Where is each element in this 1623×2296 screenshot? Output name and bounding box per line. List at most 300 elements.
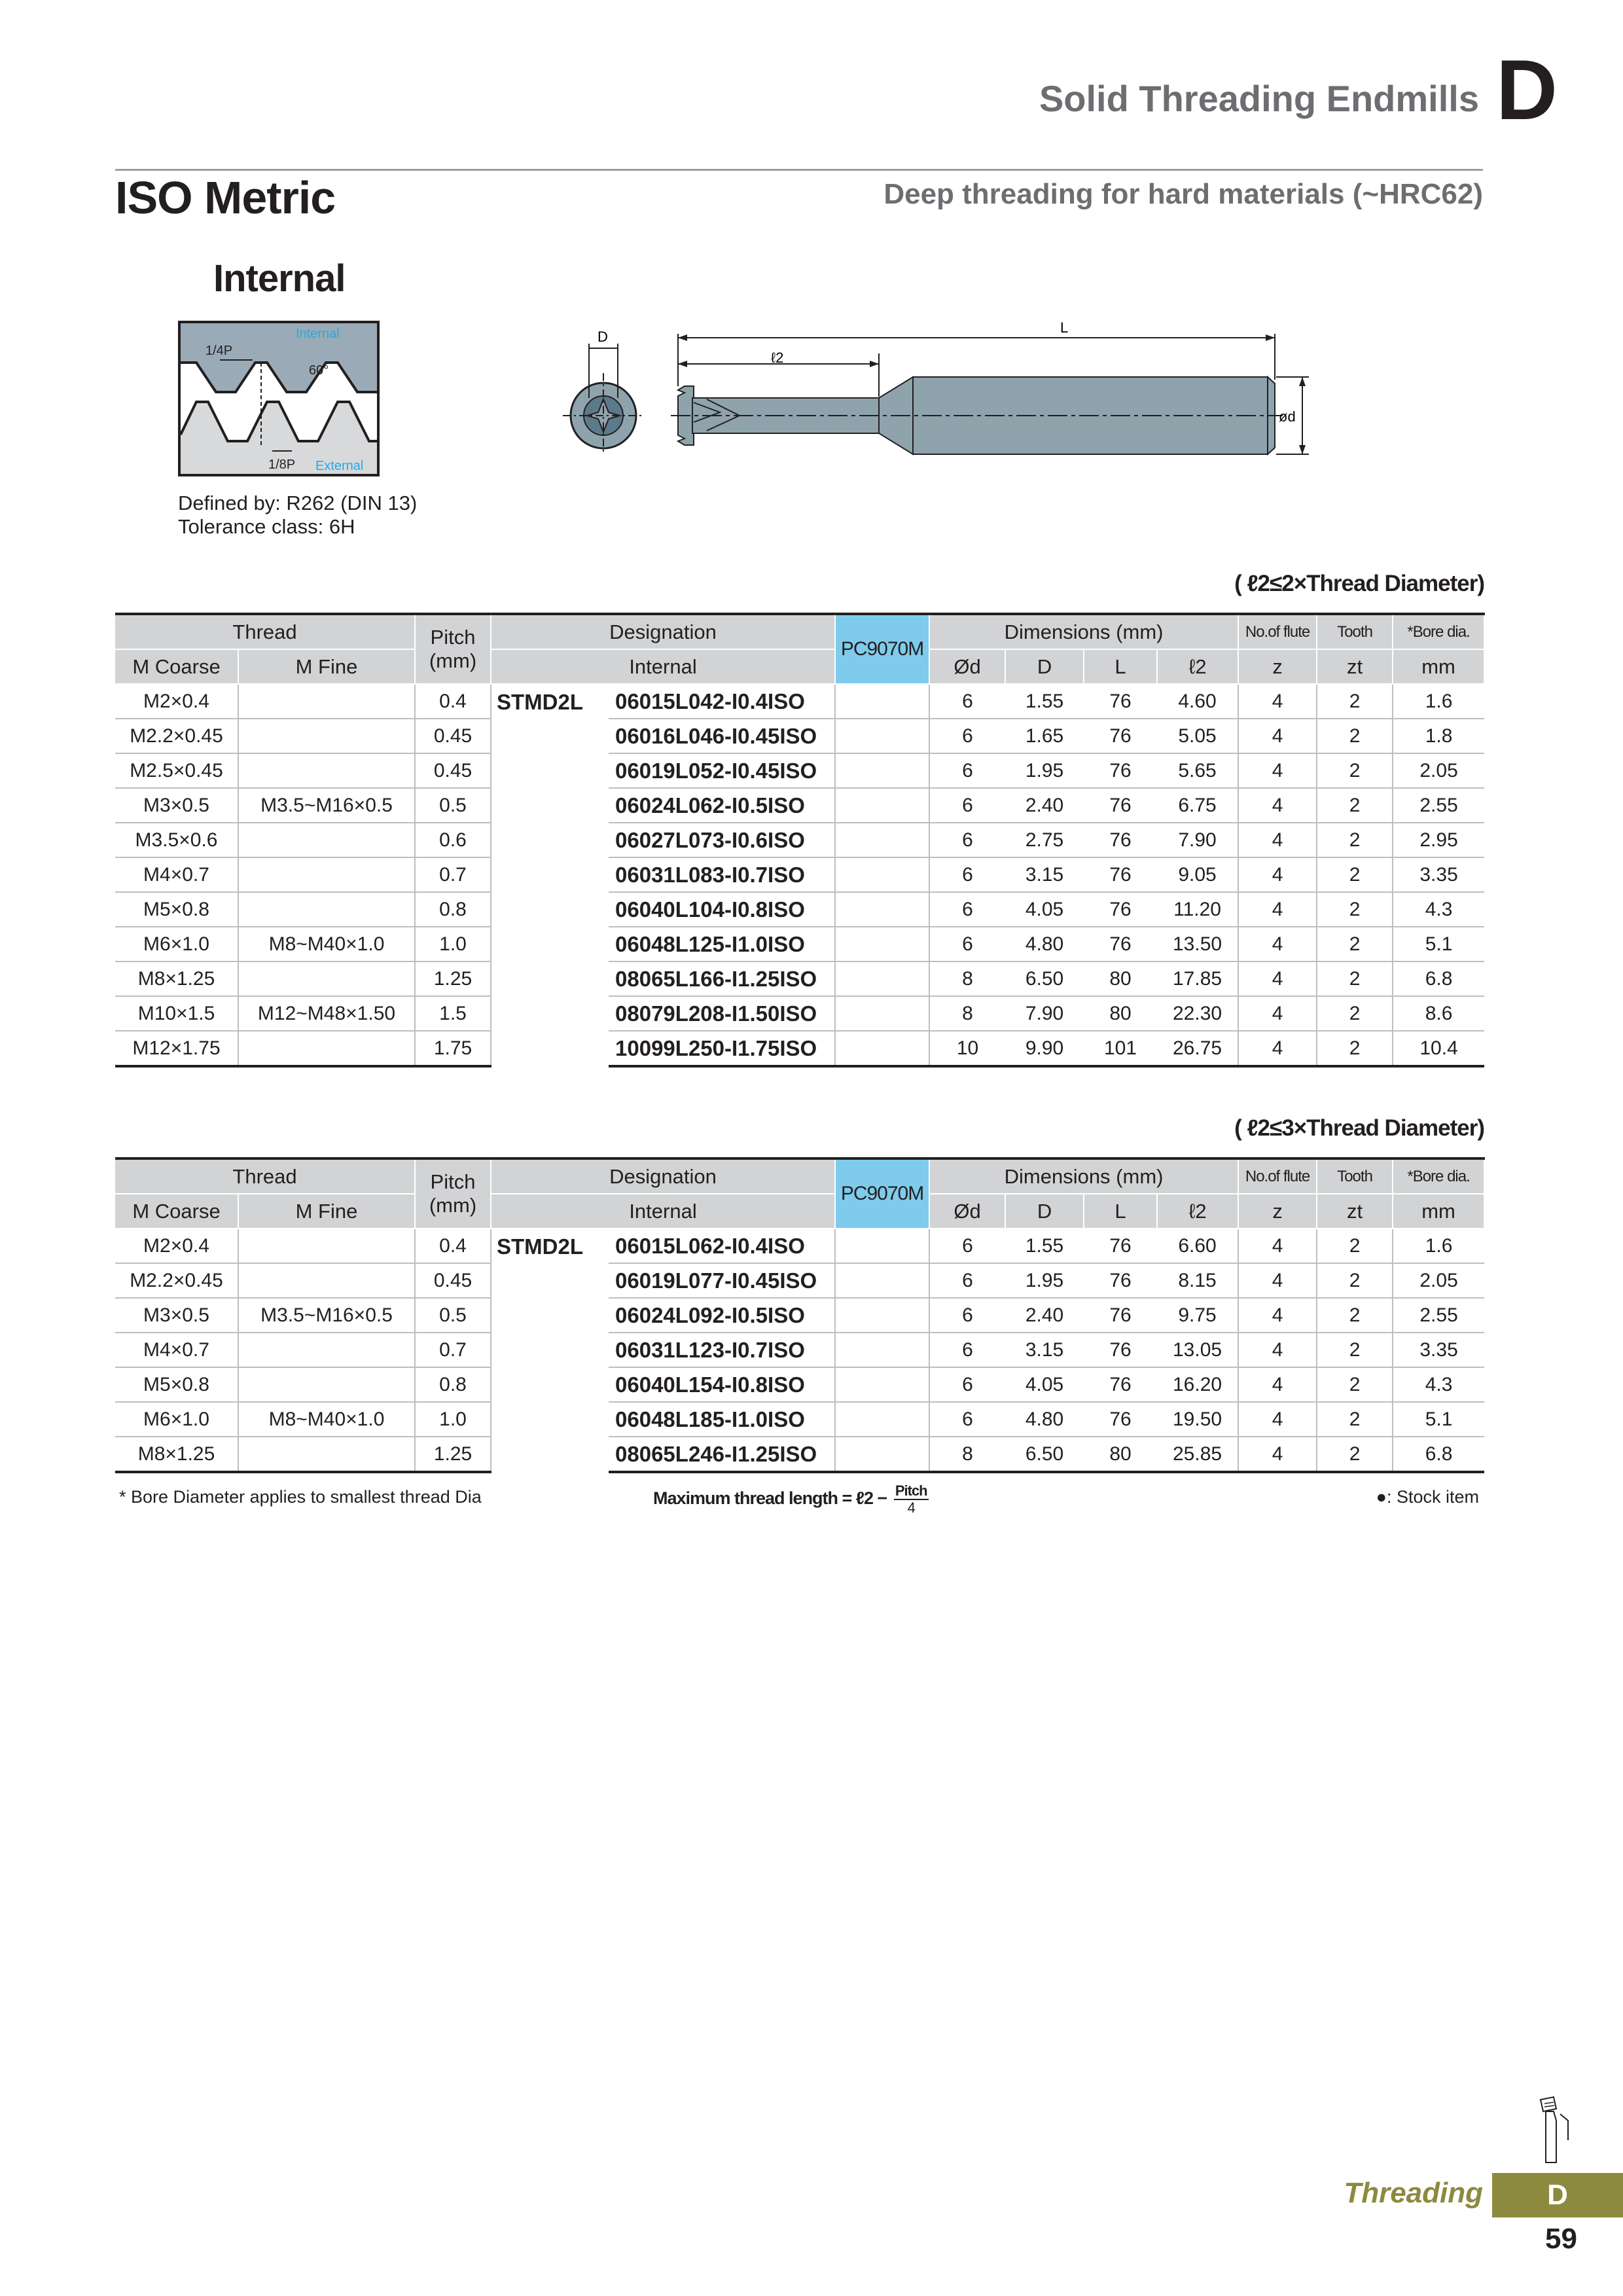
coarse-header: M Coarse [115,649,238,684]
table-row [115,719,1484,753]
fine-cell: M3.5~M16×0.5 [238,788,415,823]
l2-cell: 19.50 [1157,1402,1238,1437]
d-cell: 1.65 [1005,719,1084,753]
l2-cell: 9.75 [1157,1298,1238,1333]
table-2xD [115,613,1485,1067]
bore-cell: 6.8 [1393,1437,1484,1472]
fine-cell: M8~M40×1.0 [238,927,415,961]
coarse-cell: M2×0.4 [115,684,238,719]
table-row [115,1367,1484,1402]
designation-cell: 06040L154-I0.8ISO [609,1367,835,1402]
pitch-cell: 1.5 [415,996,491,1031]
fine-cell [238,719,415,753]
designation-cell: 10099L250-I1.75ISO [609,1031,835,1066]
grade-stock-cell [835,1263,929,1298]
l2-cell: 13.05 [1157,1333,1238,1367]
category-label: Threading [1344,2177,1483,2209]
fine-cell: M3.5~M16×0.5 [238,1298,415,1333]
pitch-header: Pitch (mm) [415,614,491,684]
grade-stock-cell [835,961,929,996]
diameter-D-label: D [597,329,608,345]
coarse-cell: M12×1.75 [115,1031,238,1066]
grade-stock-cell [835,927,929,961]
coarse-cell: M2×0.4 [115,1229,238,1263]
pitch-cell: 0.45 [415,1263,491,1298]
zt-cell: 2 [1317,857,1393,892]
section-letter: D [1496,42,1558,137]
tooth-header: Tooth [1317,1158,1393,1194]
l2-cell: 26.75 [1157,1031,1238,1066]
od-cell: 6 [929,684,1005,719]
designation-cell: 06027L073-I0.6ISO [609,823,835,857]
z-header: z [1238,649,1317,684]
designation-cell: 06016L046-I0.45ISO [609,719,835,753]
grade-stock-cell [835,892,929,927]
grade-stock-cell [835,788,929,823]
threading-tool-icon [1534,2094,1573,2166]
od-cell: 6 [929,1263,1005,1298]
designation-cell: 06024L062-I0.5ISO [609,788,835,823]
d-cell: 9.90 [1005,1031,1084,1066]
bore-cell: 3.35 [1393,857,1484,892]
bore-cell: 5.1 [1393,927,1484,961]
max-thread-formula [653,1483,929,1516]
l2-cell: 9.05 [1157,857,1238,892]
zt-cell: 2 [1317,1298,1393,1333]
fine-cell [238,1367,415,1402]
zt-cell: 2 [1317,1367,1393,1402]
mm-header: mm [1393,1194,1484,1229]
coarse-cell: M6×1.0 [115,927,238,961]
l2-cell: 11.20 [1157,892,1238,927]
fine-cell [238,892,415,927]
grade-stock-cell [835,1333,929,1367]
od-cell: 6 [929,1333,1005,1367]
designation-cell: 06040L104-I0.8ISO [609,892,835,927]
bore-cell: 4.3 [1393,1367,1484,1402]
zt-cell: 2 [1317,788,1393,823]
l-cell: 76 [1084,823,1157,857]
table-3xD [115,1157,1485,1473]
fine-cell: M8~M40×1.0 [238,1402,415,1437]
od-cell: 6 [929,927,1005,961]
l2-cell: 6.60 [1157,1229,1238,1263]
mm-header: mm [1393,649,1484,684]
eighth-pitch-label: 1/8P [268,457,296,472]
designation-cell: 06024L092-I0.5ISO [609,1298,835,1333]
bore-cell: 10.4 [1393,1031,1484,1066]
z-cell: 4 [1238,1402,1317,1437]
table-row [115,823,1484,857]
z-cell: 4 [1238,1437,1317,1472]
zt-header: zt [1317,649,1393,684]
od-cell: 8 [929,996,1005,1031]
thread-profile-diagram [178,321,380,476]
table-row [115,857,1484,892]
internal-label: Internal [296,327,340,341]
z-cell: 4 [1238,788,1317,823]
l2-cell: 5.05 [1157,719,1238,753]
pitch-cell: 0.45 [415,719,491,753]
coarse-cell: M2.2×0.45 [115,719,238,753]
d-header: D [1005,649,1084,684]
coarse-header: M Coarse [115,1194,238,1229]
pitch-cell: 1.25 [415,961,491,996]
z-cell: 4 [1238,823,1317,857]
od-cell: 6 [929,1298,1005,1333]
l-cell: 80 [1084,996,1157,1031]
pitch-cell: 0.4 [415,684,491,719]
table-row [115,1263,1484,1298]
grade-stock-cell [835,753,929,788]
length-L-label: L [1060,319,1069,336]
table-row [115,961,1484,996]
pitch-cell: 0.4 [415,1229,491,1263]
od-cell: 6 [929,892,1005,927]
od-header: Ød [929,1194,1005,1229]
table-row [115,1298,1484,1333]
grade-stock-cell [835,719,929,753]
coarse-cell: M2.5×0.45 [115,753,238,788]
bore-cell: 2.55 [1393,1298,1484,1333]
bore-footnote: * Bore Diameter applies to smallest thread Dia [119,1487,482,1507]
endmill-drawing [556,314,1472,458]
z-cell: 4 [1238,1031,1317,1066]
d-cell: 1.95 [1005,1263,1084,1298]
page-number: 59 [1545,2223,1577,2255]
stock-legend: ●: Stock item [1376,1487,1479,1507]
grade-stock-cell [835,1437,929,1472]
fine-cell [238,753,415,788]
zt-cell: 2 [1317,1263,1393,1298]
designation-cell: 08079L208-I1.50ISO [609,996,835,1031]
l2-cell: 4.60 [1157,684,1238,719]
od-cell: 10 [929,1031,1005,1066]
od-cell: 6 [929,857,1005,892]
l2-cell: 5.65 [1157,753,1238,788]
l-cell: 76 [1084,753,1157,788]
designation-cell: 06048L125-I1.0ISO [609,927,835,961]
designation-cell: 06048L185-I1.0ISO [609,1402,835,1437]
z-cell: 4 [1238,753,1317,788]
dimensions-header: Dimensions (mm) [929,614,1238,649]
designation-cell: 06019L052-I0.45ISO [609,753,835,788]
designation-cell: 06015L062-I0.4ISO [609,1229,835,1263]
pitch-cell: 0.8 [415,1367,491,1402]
l-cell: 80 [1084,961,1157,996]
category-tab: D [1492,2173,1623,2217]
table2-body [115,1158,1484,1472]
pitch-cell: 1.75 [415,1031,491,1066]
bore-cell: 1.8 [1393,719,1484,753]
grade-stock-cell [835,1298,929,1333]
bore-cell: 1.6 [1393,684,1484,719]
coarse-cell: M3.5×0.6 [115,823,238,857]
table-row [115,788,1484,823]
designation-cell: 06031L083-I0.7ISO [609,857,835,892]
table-row [115,1031,1484,1066]
pitch-cell: 0.8 [415,892,491,927]
grade-stock-cell [835,996,929,1031]
l-cell: 76 [1084,719,1157,753]
fine-header: M Fine [238,649,415,684]
designation-header: Designation [491,614,835,649]
z-cell: 4 [1238,892,1317,927]
bore-cell: 2.95 [1393,823,1484,857]
bore-cell: 4.3 [1393,892,1484,927]
l-cell: 101 [1084,1031,1157,1066]
grade-stock-cell [835,823,929,857]
pitch-cell: 0.7 [415,1333,491,1367]
pitch-cell: 1.0 [415,1402,491,1437]
zt-cell: 2 [1317,1437,1393,1472]
bore-cell: 2.05 [1393,1263,1484,1298]
table-row [115,753,1484,788]
bore-cell: 5.1 [1393,1402,1484,1437]
zt-cell: 2 [1317,1031,1393,1066]
zt-cell: 2 [1317,1229,1393,1263]
l2-cell: 22.30 [1157,996,1238,1031]
z-cell: 4 [1238,684,1317,719]
coarse-cell: M3×0.5 [115,788,238,823]
internal-header: Internal [491,1194,835,1229]
zt-cell: 2 [1317,1402,1393,1437]
thread-profile-drawing [181,323,377,474]
d-cell: 4.80 [1005,927,1084,961]
d-header: D [1005,1194,1084,1229]
coarse-cell: M4×0.7 [115,857,238,892]
grade-header: PC9070M [835,1158,929,1229]
series-prefix-cell: STMD2L [491,684,609,1066]
d-cell: 3.15 [1005,857,1084,892]
l-cell: 76 [1084,1229,1157,1263]
l-cell: 76 [1084,1402,1157,1437]
table2-condition: ( ℓ2≤3×Thread Diameter) [1234,1115,1484,1141]
coarse-cell: M8×1.25 [115,961,238,996]
l-header: L [1084,649,1157,684]
coarse-cell: M5×0.8 [115,892,238,927]
flute-header: No.of flute [1238,1158,1317,1194]
z-cell: 4 [1238,961,1317,996]
zt-cell: 2 [1317,719,1393,753]
zt-cell: 2 [1317,961,1393,996]
grade-stock-cell [835,857,929,892]
fine-cell [238,1229,415,1263]
bore-cell: 1.6 [1393,1229,1484,1263]
d-cell: 1.95 [1005,753,1084,788]
l-cell: 80 [1084,1437,1157,1472]
bore-header: *Bore dia. [1393,1158,1484,1194]
z-cell: 4 [1238,1263,1317,1298]
pitch-cell: 0.7 [415,857,491,892]
d-cell: 4.80 [1005,1402,1084,1437]
table-row [115,996,1484,1031]
l-cell: 76 [1084,788,1157,823]
z-header: z [1238,1194,1317,1229]
designation-cell: 08065L166-I1.25ISO [609,961,835,996]
grade-stock-cell [835,1367,929,1402]
flute-header: No.of flute [1238,614,1317,649]
fine-cell [238,1437,415,1472]
d-cell: 6.50 [1005,961,1084,996]
thread-header: Thread [115,614,415,649]
coarse-cell: M8×1.25 [115,1437,238,1472]
page-title: ISO Metric [115,172,336,223]
quarter-pitch-label: 1/4P [205,344,233,358]
designation-header: Designation [491,1158,835,1194]
zt-cell: 2 [1317,927,1393,961]
thread-header: Thread [115,1158,415,1194]
coarse-cell: M2.2×0.45 [115,1263,238,1298]
max-thread-text: Maximum thread length = ℓ2 − [653,1488,887,1509]
coarse-cell: M4×0.7 [115,1333,238,1367]
d-cell: 3.15 [1005,1333,1084,1367]
grade-stock-cell [835,1402,929,1437]
coarse-cell: M3×0.5 [115,1298,238,1333]
od-cell: 6 [929,1367,1005,1402]
zt-cell: 2 [1317,996,1393,1031]
shank-diameter-label: ød [1279,408,1296,425]
l-cell: 76 [1084,684,1157,719]
zt-cell: 2 [1317,753,1393,788]
bore-cell: 3.35 [1393,1333,1484,1367]
header-divider [115,169,1483,171]
table-row [115,1229,1484,1263]
z-cell: 4 [1238,1229,1317,1263]
table-row [115,927,1484,961]
fine-cell [238,1333,415,1367]
d-cell: 7.90 [1005,996,1084,1031]
standard-note: Defined by: R262 (DIN 13) [178,492,418,514]
bore-cell: 8.6 [1393,996,1484,1031]
coarse-cell: M6×1.0 [115,1402,238,1437]
d-cell: 2.40 [1005,1298,1084,1333]
pitch-cell: 0.5 [415,1298,491,1333]
l-cell: 76 [1084,892,1157,927]
designation-cell: 06031L123-I0.7ISO [609,1333,835,1367]
od-header: Ød [929,649,1005,684]
pitch-header: Pitch (mm) [415,1158,491,1229]
z-cell: 4 [1238,927,1317,961]
pitch-cell: 1.25 [415,1437,491,1472]
table-row [115,1402,1484,1437]
z-cell: 4 [1238,857,1317,892]
grade-stock-cell [835,1031,929,1066]
bore-cell: 2.05 [1393,753,1484,788]
pitch-fraction: Pitch 4 [895,1482,927,1516]
tooth-header: Tooth [1317,614,1393,649]
grade-stock-cell [835,1229,929,1263]
angle-label: 60° [309,363,329,378]
fine-cell [238,823,415,857]
pitch-cell: 0.6 [415,823,491,857]
z-cell: 4 [1238,719,1317,753]
od-cell: 6 [929,1402,1005,1437]
table-row [115,1437,1484,1472]
designation-cell: 08065L246-I1.25ISO [609,1437,835,1472]
series-title: Solid Threading Endmills [1039,78,1479,119]
l2-cell: 13.50 [1157,927,1238,961]
fine-cell [238,961,415,996]
fine-cell [238,1031,415,1066]
z-cell: 4 [1238,1333,1317,1367]
series-prefix-cell: STMD2L [491,1229,609,1472]
l2-header: ℓ2 [1157,649,1238,684]
l2-cell: 17.85 [1157,961,1238,996]
fine-cell [238,684,415,719]
table1-body [115,614,1484,1066]
od-cell: 8 [929,1437,1005,1472]
fine-cell [238,1263,415,1298]
zt-cell: 2 [1317,823,1393,857]
zt-header: zt [1317,1194,1393,1229]
l-header: L [1084,1194,1157,1229]
l-cell: 76 [1084,857,1157,892]
bore-header: *Bore dia. [1393,614,1484,649]
grade-header: PC9070M [835,614,929,684]
coarse-cell: M5×0.8 [115,1367,238,1402]
pitch-cell: 0.45 [415,753,491,788]
fine-header: M Fine [238,1194,415,1229]
d-cell: 2.75 [1005,823,1084,857]
od-cell: 8 [929,961,1005,996]
l2-header: ℓ2 [1157,1194,1238,1229]
grade-stock-cell [835,684,929,719]
l-cell: 76 [1084,1333,1157,1367]
external-label: External [315,459,364,473]
zt-cell: 2 [1317,892,1393,927]
d-cell: 6.50 [1005,1437,1084,1472]
od-cell: 6 [929,753,1005,788]
tolerance-note: Tolerance class: 6H [178,515,355,538]
bore-cell: 6.8 [1393,961,1484,996]
d-cell: 4.05 [1005,892,1084,927]
fine-cell: M12~M48×1.50 [238,996,415,1031]
table1-condition: ( ℓ2≤2×Thread Diameter) [1234,571,1484,596]
fine-cell [238,857,415,892]
l2-cell: 16.20 [1157,1367,1238,1402]
pitch-cell: 0.5 [415,788,491,823]
bore-cell: 2.55 [1393,788,1484,823]
l-cell: 76 [1084,1263,1157,1298]
l-cell: 76 [1084,927,1157,961]
length-l2-label: ℓ2 [771,350,784,366]
d-cell: 2.40 [1005,788,1084,823]
od-cell: 6 [929,1229,1005,1263]
l2-cell: 8.15 [1157,1263,1238,1298]
z-cell: 4 [1238,996,1317,1031]
table-row [115,1333,1484,1367]
designation-cell: 06019L077-I0.45ISO [609,1263,835,1298]
pitch-cell: 1.0 [415,927,491,961]
dimensions-header: Dimensions (mm) [929,1158,1238,1194]
table-row [115,684,1484,719]
d-cell: 1.55 [1005,684,1084,719]
l-cell: 76 [1084,1298,1157,1333]
coarse-cell: M10×1.5 [115,996,238,1031]
z-cell: 4 [1238,1298,1317,1333]
l2-cell: 7.90 [1157,823,1238,857]
od-cell: 6 [929,719,1005,753]
subsection-title: Internal [213,257,346,300]
zt-cell: 2 [1317,684,1393,719]
zt-cell: 2 [1317,1333,1393,1367]
z-cell: 4 [1238,1367,1317,1402]
l2-cell: 25.85 [1157,1437,1238,1472]
l2-cell: 6.75 [1157,788,1238,823]
d-cell: 4.05 [1005,1367,1084,1402]
od-cell: 6 [929,823,1005,857]
